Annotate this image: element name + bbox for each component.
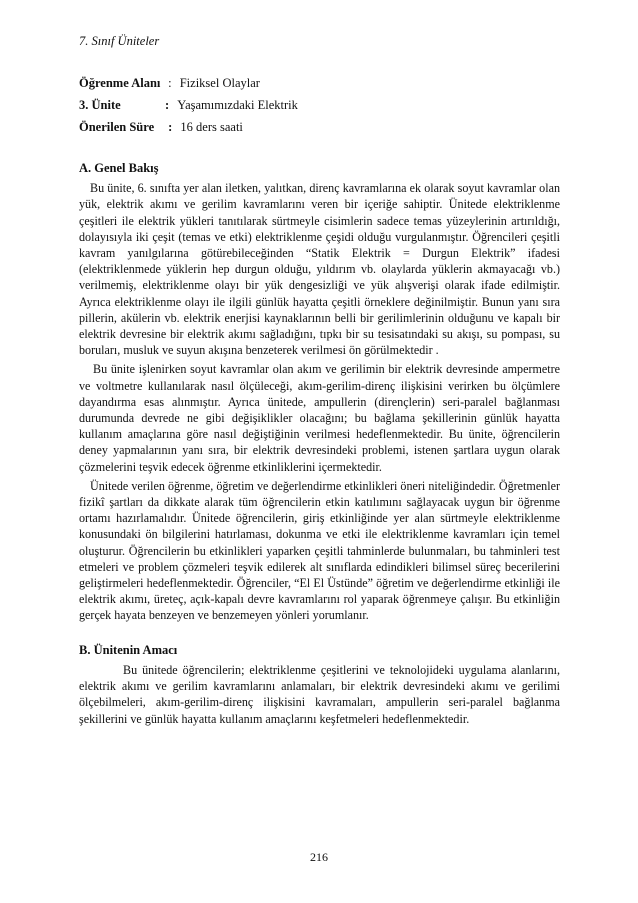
- unit-meta-block: [79, 76, 298, 142]
- meta-separator: :: [165, 98, 173, 112]
- section-title-overview: A. Genel Bakış: [79, 161, 159, 175]
- paragraph: Bu ünitede öğrencilerin; elektriklenme çeşitlerini ve teknolojideki uygulama alanlarını, elektrik akımı ve gerilim kavramlarını anlamaları, bir elektrik devresindeki akımı ve gerilimi ölçebilmeleri, akım-gerilim-direnç ilişkisini kavramaları, ampullerin seri-paralel bağlanma şekillerini ve günlük hayatta kullanım amaçlarını keşfetmeleri hedeflenmektedir.: [79, 662, 560, 726]
- meta-separator: :: [165, 76, 175, 90]
- meta-label: Önerilen Süre: [79, 120, 155, 134]
- running-header: 7. Sınıf Üniteler: [79, 34, 160, 48]
- meta-value: Fiziksel Olaylar: [179, 76, 260, 90]
- page-number: 216: [310, 850, 328, 864]
- meta-separator: :: [165, 120, 176, 134]
- meta-value: 16 ders saati: [180, 120, 243, 134]
- meta-label: 3. Ünite: [79, 98, 121, 112]
- meta-value: Yaşamımızdaki Elektrik: [177, 98, 298, 112]
- document-body: [79, 160, 560, 730]
- meta-row-learning-area: [79, 76, 298, 98]
- paragraph: Ünitede verilen öğrenme, öğretim ve değerlendirme etkinlikleri öneri niteliğindedir. Öğretmenler fizikî şartları da dikkate alarak tüm öğrencilerin etkin katılımını sağlayacak uygun bir öğrenme ortamı hazırlamalıdır. Ünitede öğrencilerin, giriş etkinliğinde yer alan sürtmeyle elektriklenme konusundaki ön bilgilerini hatırlaması, dokunma ve etki ile elektriklenme kavramları için temel oluşturur. Öğrencilerin bu etkinlikleri yaparken çeşitli tahminlerde bulunmaları, bu tahminleri test etmeleri ve problem çözmeleri teşvik edilerek alt sınıflarda edindikleri bilimsel süreç becerilerini geliştirmeleri hedeflenmektedir. Öğrenciler, “El El Üstünde” öğretim ve değerlendirme etkinliği ile elektrik akımı, üreteç, açık-kapalı devre kavramlarını rol yaparak öğrenmeye çalışır. Bu etkinliğin gerçek hayata benzeyen ve benzemeyen yönleri yorumlanır.: [79, 478, 560, 623]
- section-spacer: [79, 627, 560, 642]
- meta-row-duration: [79, 120, 298, 142]
- paragraph: Bu ünite, 6. sınıfta yer alan iletken, yalıtkan, direnç kavramlarına ek olarak soyut kavramlar olan yük, elektrik akımı ve gerilim kavramlarını veren bir içeriğe sahiptir. Ünitede elektriklenme çeşitleri ile elektrik yükleri tanıtılarak sürtmeyle cisimlerin sadece temas yüzeylerinin artırıldığı, dolayısıyla iki çeşit (temas ve etki) elektriklenme çeşidi olduğu vurgulanmıştır. Öğrencileri çeşitli kavram yanılgılarına götürebileceğinden “Statik Elektrik = Durgun Elektrik” ifadesi (elektriklenmede yüklerin hep durgun olduğu, yıldırım vb. olaylarda yüklerin akmayacağı vb.) verilmemiş, elektriklenme olayı bir yük dengesizliği ve yük alışverişi olarak ifade edilmiştir. Ayrıca elektriklenme olayı ile ilgili günlük hayatta çeşitli örneklere değinilmiştir. Bunun yanı sıra pillerin, akülerin vb. elektrik enerjisi kaynaklarının belli bir gerilimlerinin olduğunu ve kapalı bir elektrik devresine bir elektrik akımı sağladığını, tıpkı bir su tesisatındaki su akışı, su pompası, su boruları, musluk ve suyun akışına benzeterek verilmesi ön görülmektedir .: [79, 181, 560, 358]
- meta-row-unit: [79, 98, 298, 120]
- section-title-purpose: B. Ünitenin Amacı: [79, 642, 178, 657]
- paragraph: Bu ünite işlenirken soyut kavramlar olan akım ve gerilimin bir elektrik devresinde ampermetre ve voltmetre kullanılarak nasıl ölçüleceği, akım-gerilim-direnç ilişkisini verirken bu ölçümlere dayandırma esas alınmıştır. Ayrıca ünitede, ampullerin (dirençlerin) seri-paralel bağlanması durumunda devrede ne gibi değişiklikler olacağını; bu bağlama şekillerinin günlük hayatta kullanım amaçlarına göre nasıl değiştiğinin verilmesi hedeflenmektedir. Bu ünite, öğrencilerin deney yapmalarının yanı sıra, bir elektrik devresindeki problemi, istenen şartlara uygun olarak çözmelerini teşvik edecek öğrenme etkinliklerini içermektedir.: [79, 362, 560, 474]
- meta-label: Öğrenme Alanı: [79, 76, 161, 90]
